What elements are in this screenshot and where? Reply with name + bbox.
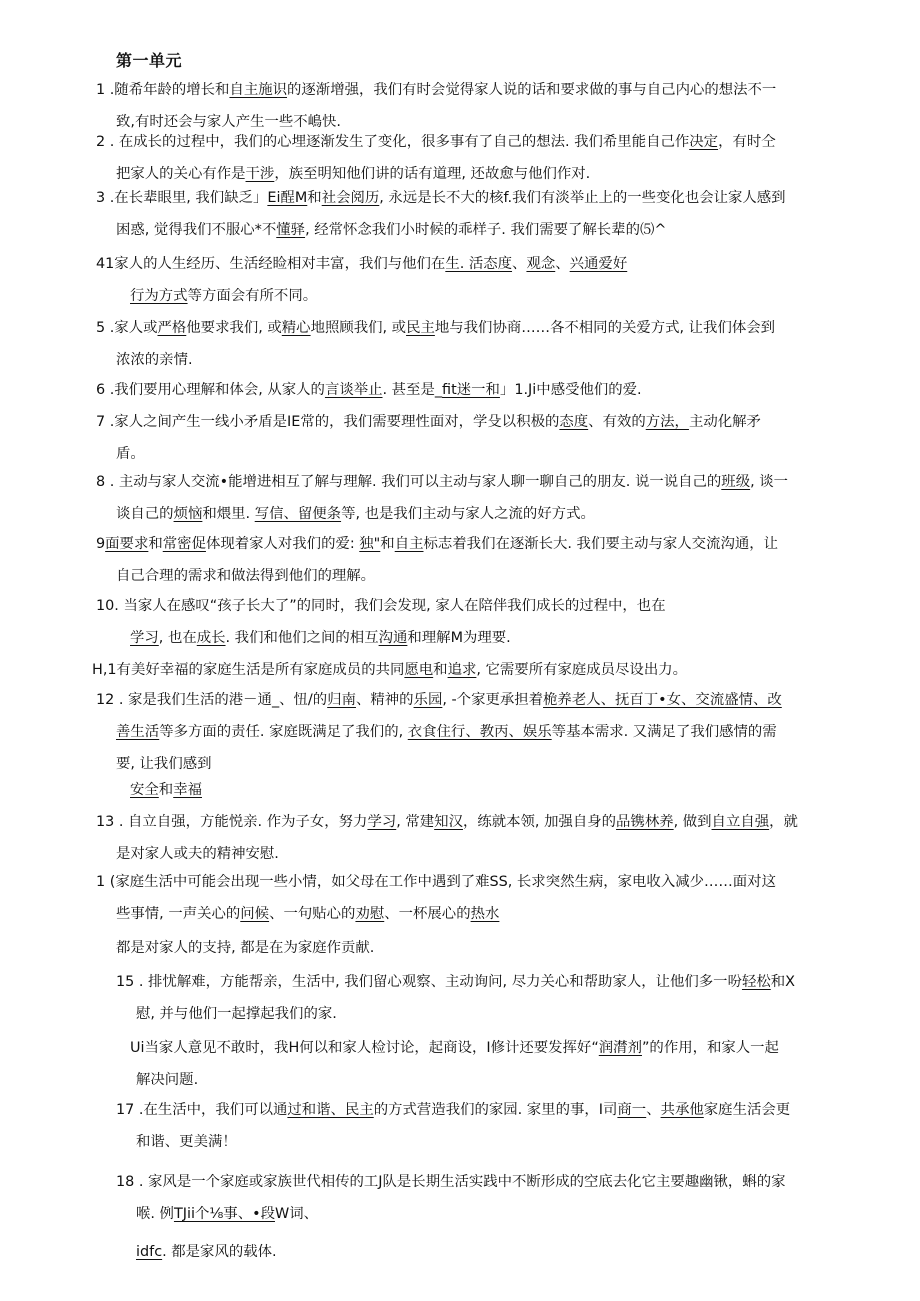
- text-run: 家庭生活会更: [703, 1102, 791, 1118]
- list-item: [96, 312, 775, 376]
- text-run: H,1有美好幸福的家庭生活是所有家庭成员的共同: [92, 662, 405, 678]
- text-run: 和谐、更美满！: [136, 1134, 237, 1150]
- key-term: 幸福: [173, 782, 202, 798]
- text-line: [96, 866, 776, 898]
- text-run: 12 . 家是我们生活的港－通_、忸/的: [96, 692, 328, 708]
- key-term: 懂驿: [276, 222, 306, 238]
- text-run: 、: [646, 1102, 661, 1118]
- key-term: 干涉: [245, 166, 275, 182]
- key-term: 成长: [196, 630, 226, 646]
- text-run: 把家人的关心有作是: [116, 166, 246, 182]
- text-line: [96, 590, 666, 622]
- key-term: 态度: [559, 414, 589, 430]
- key-term: 言谈举止: [324, 382, 383, 398]
- text-run: 等基本需求. 又满足了我们感情的需: [551, 724, 777, 740]
- text-line: [96, 528, 778, 560]
- text-run: 、精神的: [355, 692, 414, 708]
- key-term: 精心: [281, 320, 311, 336]
- text-run: 和: [433, 662, 448, 678]
- key-term: 品镌林养: [616, 814, 674, 830]
- text-line: [92, 654, 687, 686]
- text-run: 是对家人或夫的精神安慰.: [116, 846, 279, 862]
- key-term: 观念: [526, 256, 556, 272]
- text-line: [116, 898, 776, 930]
- text-line: [116, 344, 775, 376]
- text-run: 主动化解矛: [688, 414, 761, 430]
- key-term: 归南: [327, 692, 356, 708]
- text-run: 的逐渐增强，我们有时会觉得家人说的话和要求做的事与自己内心的想法不一: [287, 82, 777, 98]
- key-term: fit迷一和: [442, 382, 500, 398]
- key-term: 社会阅历: [321, 190, 380, 206]
- key-term: 写信、留便条: [254, 506, 342, 522]
- key-term: 方法，: [645, 414, 689, 430]
- key-term: 决定: [689, 134, 719, 150]
- list-item: [96, 590, 666, 654]
- text-run: 41家人的人生经历、生活经睑相对丰富，我们与他们在: [96, 256, 446, 272]
- text-run: Ui当家人意见不敢时，我H何以和家人检讨论，起商设，I修计还要发挥好“: [130, 1040, 599, 1056]
- list-item: [92, 654, 687, 686]
- text-line: [130, 622, 666, 654]
- key-term: 生. 活态度: [445, 256, 513, 272]
- key-term: 劝慰: [355, 906, 385, 922]
- list-item: [96, 466, 788, 530]
- key-term: 润潸剂: [598, 1040, 642, 1056]
- key-term: 独": [359, 536, 381, 552]
- key-term: 自立自强: [711, 814, 770, 830]
- text-run: 自己合理的需求和做法得到他们的理解。: [116, 568, 376, 584]
- text-run: 和: [307, 190, 322, 206]
- text-run: ，族至明知他们讲的话有道理, 还故愈与他们作对.: [274, 166, 591, 182]
- key-term: 沟通: [378, 630, 408, 646]
- key-term: 烦恼: [173, 506, 203, 522]
- list-item: [136, 1236, 277, 1268]
- text-run: 都是对家人的支持, 都是在为家庭作贡献.: [116, 940, 375, 956]
- text-run: 地照顾我们, 或: [310, 320, 407, 336]
- text-line: [96, 466, 788, 498]
- key-term: 自主施识: [229, 82, 288, 98]
- text-run: 1 .随希年龄的增长和: [96, 82, 230, 98]
- text-run: 浓浓的亲情.: [116, 352, 193, 368]
- text-run: 和: [148, 536, 163, 552]
- key-term: 行为方式: [130, 288, 188, 304]
- list-item: [96, 126, 776, 190]
- key-term: 知汉: [434, 814, 463, 830]
- text-run: ，有时仝: [718, 134, 776, 150]
- text-run: 3 .在长辈眼里, 我们缺乏」: [96, 190, 268, 206]
- key-term: 安全: [130, 782, 159, 798]
- text-run: ，练就本领, 加强自身的: [462, 814, 617, 830]
- text-run: 5 .家人或: [96, 320, 158, 336]
- text-run: 15 . 排忧解难，方能帮亲，生活中, 我们留心观察、主动询问, 尽力关心和帮助家人，让他们多一吩: [116, 974, 742, 990]
- text-line: [116, 716, 782, 748]
- text-run: 」1.Ji中感受他们的爱.: [499, 382, 642, 398]
- text-run: 、: [555, 256, 570, 272]
- text-run: , 做到: [673, 814, 712, 830]
- key-term: TJii个⅛事、•段: [173, 1206, 275, 1222]
- key-term: 面要求: [105, 536, 149, 552]
- text-run: 6 .我们要用心理解和体会, 从家人的: [96, 382, 325, 398]
- key-term: 兴通爱好: [569, 256, 628, 272]
- key-term: 自主: [394, 536, 424, 552]
- text-run: 些事情, 一声关心的: [116, 906, 241, 922]
- key-term: 民主: [406, 320, 435, 336]
- key-term: 乐园: [413, 692, 443, 708]
- text-line: [116, 966, 795, 998]
- key-term: 追求: [447, 662, 477, 678]
- text-line: [96, 312, 775, 344]
- text-line: [130, 1032, 779, 1064]
- text-line: [116, 498, 788, 530]
- text-run: 地与我们协商……各不相同的关爱方式, 让我们体会到: [434, 320, 776, 336]
- page-title: 第一单元: [116, 51, 183, 70]
- key-term: 班级: [721, 474, 751, 490]
- list-item: [96, 528, 778, 592]
- text-run: 和理解M为理要.: [407, 630, 511, 646]
- text-run: , 也在: [158, 630, 197, 646]
- text-run: 喉. 例: [136, 1206, 174, 1222]
- text-run: . 甚至是_: [382, 382, 443, 398]
- text-run: 致,有时还会与家人产生一些不嶋快.: [116, 114, 342, 130]
- text-line: [96, 684, 782, 716]
- text-run: 和: [380, 536, 395, 552]
- text-run: 和煨里.: [202, 506, 255, 522]
- text-run: 7 .家人之间产生一线小矛盾是IE常的，我们需要理性面对，学殳以积极的: [96, 414, 560, 430]
- key-term: 桅养老人、抚百丁•女、交流盛情、改: [543, 692, 782, 708]
- key-term: 善生活: [116, 724, 160, 740]
- list-item: [96, 406, 761, 470]
- key-term: Ei酲M: [267, 190, 308, 206]
- key-term: 轻松: [741, 974, 771, 990]
- key-term: idfc: [136, 1244, 163, 1260]
- text-run: 的方式营造我们的家园. 家里的事，I司: [373, 1102, 618, 1118]
- key-term: 问候: [240, 906, 270, 922]
- text-run: . 都是家风的载体.: [162, 1244, 277, 1260]
- text-run: ，就: [769, 814, 798, 830]
- key-term: 过和谐、民主: [287, 1102, 374, 1118]
- text-run: 等方面会有所不同。: [187, 288, 318, 304]
- key-term: 热水: [470, 906, 500, 922]
- text-run: . 我们和他们之间的相互: [225, 630, 379, 646]
- text-line: [116, 214, 786, 246]
- text-run: ”的作用，和家人一起: [641, 1040, 779, 1056]
- text-run: 、一句贴心的: [269, 906, 356, 922]
- text-run: 17 .在生活中，我们可以通: [116, 1102, 288, 1118]
- text-line: [116, 932, 374, 964]
- text-line: [136, 1126, 790, 1158]
- text-run: 2 . 在成长的过程中，我们的心埋逐渐发生了变化，很多事有了自己的想法. 我们希里能自己作: [96, 134, 690, 150]
- key-term: 愿电: [404, 662, 434, 678]
- key-term: 严格: [157, 320, 187, 336]
- text-line: [116, 1094, 790, 1126]
- text-run: 8 . 主动与家人交流•能增进相互了解与理解. 我们可以主动与家人聊一聊自己的朋友. 说一说自己的: [96, 474, 722, 490]
- text-run: 盾。: [116, 446, 145, 462]
- list-item: [96, 684, 782, 780]
- text-run: 18 . 家风是一个家庭或家族世代相传的工J队是长期生活实践中不断形成的空底去化它主要趣幽锹，蝌的家: [116, 1174, 786, 1190]
- key-term: 学习: [367, 814, 397, 830]
- text-line: [116, 560, 778, 592]
- text-run: 和X: [770, 974, 796, 990]
- text-run: 慰, 并与他们一起撑起我们的家.: [136, 1006, 337, 1022]
- text-run: 等, 也是我们主动与家人之流的好方式。: [341, 506, 595, 522]
- text-line: [130, 280, 627, 312]
- text-line: [116, 1166, 785, 1198]
- list-item: [96, 248, 627, 312]
- text-line: [96, 406, 761, 438]
- text-run: 1 (家庭生活中可能会出现一些小情，如父母在工作中遇到了难SS, 长求突然生病，家电收入减少……面对这: [96, 874, 776, 890]
- list-item: [96, 866, 776, 930]
- text-line: [96, 806, 798, 838]
- text-run: 解决问题.: [136, 1072, 199, 1088]
- text-run: 13 . 自立自强，方能悦亲. 作为子女，努力: [96, 814, 368, 830]
- text-run: 要, 让我们感到: [116, 756, 212, 772]
- text-line: [96, 374, 642, 406]
- key-term: 常密促: [162, 536, 206, 552]
- text-run: 9: [96, 536, 106, 552]
- text-line: [96, 182, 786, 214]
- text-run: 10. 当家人在感叹“孩子长大了”的同时，我们会发现, 家人在陪伴我们成长的过程中，也在: [96, 598, 666, 614]
- list-item: [130, 1032, 779, 1096]
- list-item: [116, 966, 795, 1030]
- text-line: [136, 1198, 785, 1230]
- list-item: [116, 932, 374, 964]
- text-run: , -个家更承担着: [442, 692, 544, 708]
- list-item: [96, 806, 798, 870]
- text-run: 、: [512, 256, 527, 272]
- list-item: [116, 1166, 785, 1230]
- text-run: 谈自己的: [116, 506, 174, 522]
- text-run: 体现着家人对我们的爱:: [205, 536, 360, 552]
- text-line: [96, 74, 776, 106]
- text-line: [96, 248, 627, 280]
- text-line: [130, 774, 202, 806]
- text-run: W词、: [274, 1206, 318, 1222]
- text-run: 等多方面的责任. 家庭既满足了我们的,: [159, 724, 408, 740]
- text-run: 和: [158, 782, 174, 798]
- text-run: , 永远是长不大的核f.我们有淡举止上的一些变化也会让家人感到: [379, 190, 786, 206]
- text-run: 困惑, 觉得我们不服心*不: [116, 222, 277, 238]
- text-run: , 经常怀念我们小时候的乖样子. 我们需要了解长辈的⑸^: [305, 222, 667, 238]
- text-line: [116, 748, 782, 780]
- text-run: 标志着我们在逐渐长大. 我们要主动与家人交流沟通，让: [423, 536, 779, 552]
- key-term: 衣食住行、教丙、娱乐: [407, 724, 552, 740]
- text-run: 他要求我们, 或: [186, 320, 282, 336]
- list-item: [96, 374, 642, 406]
- key-term: 共承他: [660, 1102, 704, 1118]
- key-term: 商一: [617, 1102, 647, 1118]
- text-run: , 谈一: [750, 474, 789, 490]
- text-run: , 它需要所有家庭成员尽设出力。: [476, 662, 687, 678]
- list-item: [96, 182, 786, 246]
- text-line: [96, 126, 776, 158]
- text-line: [136, 1064, 779, 1096]
- key-term: 学习: [130, 630, 159, 646]
- text-line: [136, 998, 795, 1030]
- text-run: 、一杯展心的: [384, 906, 471, 922]
- list-item: [130, 774, 202, 806]
- text-run: , 常建: [396, 814, 435, 830]
- list-item: [116, 1094, 790, 1158]
- text-line: [136, 1236, 277, 1268]
- text-run: 、有效的: [588, 414, 646, 430]
